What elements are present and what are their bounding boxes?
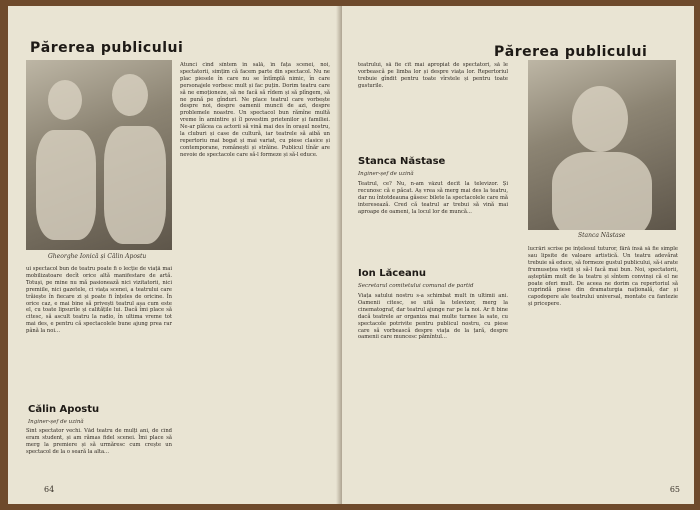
middle-text: Atunci cînd sîntem în sală, în fața scenei, noi, spectatorii, simțim că facem parte din spectacol. Nu ne plac piesele în care nu se întîmplă nimic, în care personajele vorbesc mult și fac puțin. Dorim teatru care să ne emoționeze, să ne facă să rîdem și să plîngem, să ne pună pe gînduri. Ne place teatrul care vorbește despre noi, despre oamenii muncii de azi, despre problemele noastre. Un spectacol bun rămîne multă vreme în amintire și îl povestim prietenilor și familiei. Ne-ar plăcea ca actorii să vină mai des în orașul nostru, la cluburi și case de cultură, iar teatrele să aibă un repertoriu mai bogat și mai variat, cu piese clasice și contemporane, românești și străine. Publicul tînăr are nevoie de spectacole care să-l formeze și să-l educe. — [180, 62, 330, 158]
photo-stanca — [528, 60, 676, 230]
col2-text: lucrări scrise pe înțelesul tuturor, fără însă să fie simple sau lipsite de valoare artistică. Un teatru adevărat trebuie să educe, să formeze gustul publicului, să-i arate frumusețea vieții și să-l facă mai bun. Noi, spectatorii, așteptăm mult de la teatru și sîntem convinși că el ne poate oferi mult. De aceea ne dorim ca repertoriul să cuprindă piese din dramaturgia națională, dar și capodopere ale teatrului universal, montate cu fantezie și pricepere. — [528, 246, 678, 308]
intro-text: ui spectacol bun de teatru poate fi o lecție de viață mai mobilizatoare decît orice altă manifestare de artă. Totuși, pe mine nu mă pasionează nici vizitatorii, nici premiile, nici gazetele, ci viața scenei, a teatrului care trăiește în fiecare zi și poate fi înțeles de oricine. În orice caz, e mai bine să privești teatrul așa cum este el, cu toate lipsurile și calitățile lui. Dacă îmi place să citesc, să ascult teatru la radio, în ultima vreme tot mai des, e pentru că spectacolele bune ajung prea rar până la noi... — [26, 266, 172, 335]
person2-text: Viața satului nostru s-a schimbat mult în ultimii ani. Oamenii citesc, se uită la televizor, merg la cinematograf, dar teatrul ajunge rar pe la noi. Ar fi bine dacă teatrele ar organiza mai multe turnee la sate, cu spectacole potrivite pentru publicul nostru, cu piese care să vorbească despre viața de la țară, despre oamenii care muncesc pămîntul... — [358, 293, 508, 341]
section-title: Părerea publicului — [494, 44, 648, 60]
person1-name: Stanca Năstase — [358, 156, 446, 167]
person1-role: Inginer-șef de uzină — [358, 171, 414, 177]
section-title: Părerea publicului — [30, 40, 184, 56]
person-name: Călin Apostu — [28, 404, 100, 415]
right-page — [342, 6, 694, 504]
col1-top-text: teatrului, să fie cît mai apropiat de spectatori, să le vorbească pe limba lor și despre viața lor. Repertoriul trebuie gîndit pentru toate vîrstele și pentru toate gusturile. — [358, 62, 508, 89]
page-number: 64 — [44, 485, 55, 494]
person-role: Inginer-șef de uzină — [28, 419, 84, 425]
photo-caption: Stanca Năstase — [578, 232, 626, 239]
page-number: 65 — [669, 485, 680, 494]
left-page — [8, 6, 343, 504]
person2-role: Secretarul comitetului comunal de partid — [358, 283, 474, 289]
person-text: Sînt spectator vechi. Văd teatru de mulți ani, de cînd eram student, și am rămas fidel scenei. Îmi place să merg la premiere și să urmăresc cum crește un spectacol de la o seară la alta... — [26, 428, 172, 455]
person1-text: Teatrul, ce? Nu, n-am văzut decît la televizor. Și recunosc că e păcat. Aș vrea să merg mai des la teatru, dar nu întotdeauna găsesc bilete la spectacolele care mă interesează. Cred că teatrul ar trebui să vină mai aproape de oameni, la locul lor de muncă... — [358, 181, 508, 215]
photo-caption: Gheorghe Ionică și Călin Apostu — [48, 253, 147, 260]
photo-actors — [26, 60, 172, 250]
person2-name: Ion Lăceanu — [358, 268, 427, 279]
